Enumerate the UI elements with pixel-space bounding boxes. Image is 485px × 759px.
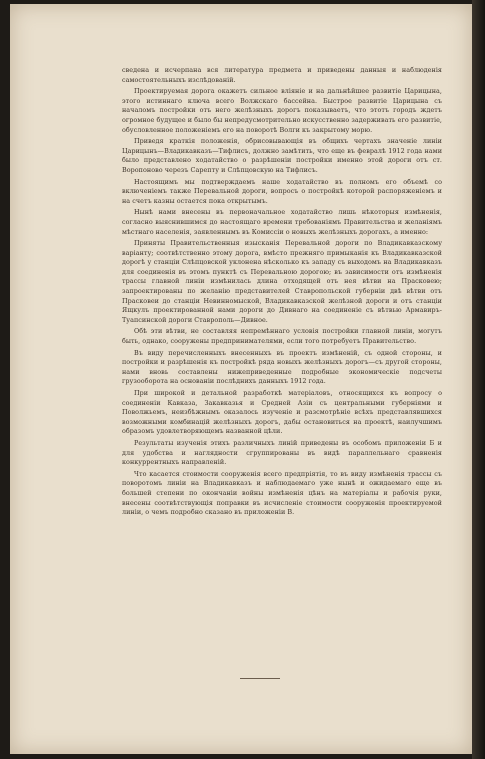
paragraph-3: Приведя краткія положенія, обрисовывающія въ общихъ чертахъ значеніе линіи Царицынъ—Владикавказъ—Тифлисъ, должно замѣтить, что еще въ февралѣ 1912 года нами было представлено ходатайство о разрѣшеніи постройки именно этой дороги отъ ст. Воропоново черезъ Сарепту и Слѣпцовскую на Тифлисъ. [122,137,442,174]
paragraph-4: Настоящимъ мы подтверждаемъ наше ходатайство въ полномъ его объемѣ со включеніемъ также Перевальной дороги, вопросъ о постройкѣ которой распоряженіемъ и на счетъ казны остается пока открытымъ. [122,177,442,205]
paragraph-2: Проектируемая дорога окажетъ сильное вліяніе и на дальнѣйшее развитіе Царицына, этого истиннаго ключа всего Волжскаго бассейна. Быстрое развитіе Царицына съ началомъ постройки отъ него желѣзныхъ дорогъ показываетъ, что этотъ городъ ждетъ огромное будущее и было бы непредусмотрительно искусственно задерживать его развитіе, обусловленное положеніемъ его на поворотѣ Волги къ закрытому морю. [122,87,442,134]
paragraph-7: Обѣ эти вѣтви, не составляя непремѣннаго условія постройки главной линіи, могутъ быть, однако, сооружены предпринимателями, если того потребуетъ Правительство. [122,327,442,346]
page-text [122,66,442,520]
paragraph-10: Результаты изученія этихъ различныхъ линій приведены въ особомъ приложеніи Б и для удобства и наглядности сгруппированы въ видѣ параллельнаго сравненія конкуррентныхъ направленій. [122,438,442,467]
paragraph-1: сведена и исчерпана вся литература предмета и приведены данныя и наблюденія самостоятельныхъ изслѣдованій. [122,66,442,84]
paragraph-6: Приняты Правительственныя изысканія Перевальной дороги по Владикавказскому варіанту; соотвѣтственно этому дорога, вмѣсто прежняго примыканія къ Владикавказской дорогѣ у станціи Слѣпцовской уклонена нѣсколько къ западу съ выходомъ на Владикавказъ для соединенія въ этомъ пунктѣ съ Перевальною дорогою; въ зависимости отъ измѣненія трассы главной линіи измѣнилась длина отходящей отъ нея вѣтви на Прасковею; запроектированы по желанію представителей Ставропольской губерніи двѣ вѣтви отъ Прасковеи до станціи Невинномыской, Владикавказской желѣзной дороги и отъ станціи Ящкулъ проектированной нами дороги до Дивнаго на соединеніе съ вѣтвью Армавиръ-Туапсинской дороги Ставрополь—Дивное. [122,239,442,324]
paragraph-11: Что касается стоимости сооруженія всего предпріятія, то въ виду измѣненія трассы съ поворотомъ линіи на Владикавказъ и наблюдаемаго уже нынѣ и ожидаемаго еще въ большей степени по окончаніи войны измѣненія цѣнъ на матеріалы и рабочія руки, внесены соотвѣтствующія поправки въ исчисленіе стоимости сооруженія проектируемой линіи, о чемъ подробно сказано въ приложеніи В. [122,469,442,517]
paragraph-5: Нынѣ нами внесены въ первоначальное ходатайство лишь нѣкоторыя измѣненія, согласно выяснившимся до настоящаго времени требованіямъ Правительства и желаніямъ мѣстнаго населенія, заявленнымъ въ Комиссіи о новыхъ желѣзныхъ дорогахъ, а именно: [122,208,442,236]
paragraph-9: При широкой и детальной разработкѣ матеріаловъ, относящихся къ вопросу о соединеніи Кавказа, Закавказья и Средней Азіи съ центральными губерніями и Поволжьемъ, неизбѣжнымъ оказалось изученіе и разсмотрѣніе всѣхъ представлявшихся возможными комбинацій желѣзныхъ дорогъ, дабы остановиться на проектѣ, наилучшимъ образомъ удовлетворяющемъ названной цѣли. [122,389,442,436]
end-rule [240,678,280,679]
paragraph-8: Въ виду перечисленныхъ внесенныхъ въ проектъ измѣненій, съ одной стороны, и постройки и разрѣшенія къ постройкѣ ряда новыхъ желѣзныхъ дорогъ—съ другой стороны, нами вновь составлены нижеприведенные подробные экономическіе подсчеты грузооборота на основаніи послѣднихъ данныхъ 1912 года. [122,348,442,386]
book-binding [472,0,485,759]
